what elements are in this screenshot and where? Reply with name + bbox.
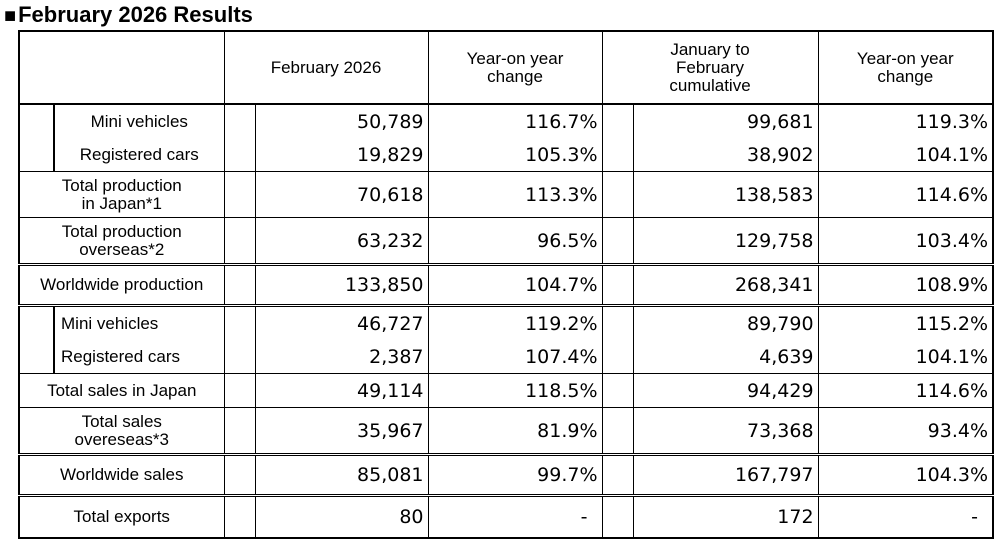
header-empty-cell: [19, 31, 224, 104]
cell-yoy: 118.5%: [428, 374, 602, 408]
row-label: Total sales overeseas*3: [19, 408, 224, 455]
header-row: [19, 31, 993, 104]
group-indent-production: [19, 104, 54, 172]
cell-yoy: 99.7%: [428, 455, 602, 496]
row-label: Total sales in Japan: [19, 374, 224, 408]
cell-cumulative: 172: [633, 496, 818, 539]
cell-month: 2,387: [255, 340, 428, 374]
cell-yoy: 105.3%: [428, 138, 602, 172]
table-row-sales-overseas: [19, 408, 993, 455]
cell-cumulative: 268,341: [633, 265, 818, 306]
row-label: Mini vehicles: [90, 111, 188, 131]
row-label: Total production in Japan*1: [19, 172, 224, 218]
table-row-prod-overseas: [19, 218, 993, 265]
cell-yoy: 81.9%: [428, 408, 602, 455]
cell-cumulative-yoy: 115.2%: [818, 306, 993, 341]
cell-cumulative: 94,429: [633, 374, 818, 408]
table-row-prod-worldwide: [19, 265, 993, 306]
cell-yoy: 116.7%: [428, 104, 602, 138]
title-square-marker: ■: [4, 5, 17, 27]
cell-month: 70,618: [255, 172, 428, 218]
header-february-2026: February 2026: [224, 31, 428, 104]
header-yoy: Year-on year change: [428, 31, 602, 104]
cell-yoy: 119.2%: [428, 306, 602, 341]
cell-cumulative: 138,583: [633, 172, 818, 218]
row-label: Total exports: [19, 496, 224, 539]
cell-yoy: 104.7%: [428, 265, 602, 306]
header-cumulative: January to February cumulative: [602, 31, 818, 104]
cell-month: 63,232: [255, 218, 428, 265]
cell-month: 19,829: [255, 138, 428, 172]
cell-month: 80: [255, 496, 428, 539]
page-title: [4, 2, 253, 28]
cell-month: 35,967: [255, 408, 428, 455]
cell-cumulative: 89,790: [633, 306, 818, 341]
cell-cumulative-yoy: 104.1%: [818, 340, 993, 374]
table-row-prod-japan: [19, 172, 993, 218]
cell-cumulative-yoy: 104.1%: [818, 138, 993, 172]
table-row-sales-registered: [19, 340, 993, 374]
cell-cumulative-yoy: 119.3%: [818, 104, 993, 138]
results-table: [18, 30, 994, 539]
cell-cumulative-yoy: -: [818, 496, 993, 539]
cell-cumulative-yoy: 93.4%: [818, 408, 993, 455]
cell-cumulative: 99,681: [633, 104, 818, 138]
table-row-sales-mini: [19, 306, 993, 341]
table-row-prod-mini: [19, 104, 993, 138]
cell-month: 133,850: [255, 265, 428, 306]
table-row-sales-japan: [19, 374, 993, 408]
cell-cumulative: 4,639: [633, 340, 818, 374]
cell-cumulative-yoy: 103.4%: [818, 218, 993, 265]
row-label: Mini vehicles: [61, 313, 159, 333]
cell-month: 85,081: [255, 455, 428, 496]
group-indent-sales: [19, 306, 54, 374]
cell-cumulative-yoy: 114.6%: [818, 172, 993, 218]
cell-yoy: -: [428, 496, 602, 539]
cell-cumulative: 38,902: [633, 138, 818, 172]
cell-yoy: 107.4%: [428, 340, 602, 374]
table-row-exports: [19, 496, 993, 539]
cell-yoy: 96.5%: [428, 218, 602, 265]
row-label: Registered cars: [54, 138, 224, 172]
table-row-sales-worldwide: [19, 455, 993, 496]
table-row-prod-registered: [19, 138, 993, 172]
cell-cumulative: 167,797: [633, 455, 818, 496]
title-text: February 2026 Results: [18, 2, 253, 27]
cell-yoy: 113.3%: [428, 172, 602, 218]
cell-cumulative-yoy: 114.6%: [818, 374, 993, 408]
cell-month: 49,114: [255, 374, 428, 408]
row-label: Worldwide production: [19, 265, 224, 306]
row-label: Worldwide sales: [19, 455, 224, 496]
cell-cumulative: 129,758: [633, 218, 818, 265]
cell-month: 50,789: [255, 104, 428, 138]
cell-cumulative-yoy: 104.3%: [818, 455, 993, 496]
row-label: Total production overseas*2: [19, 218, 224, 265]
cell-cumulative-yoy: 108.9%: [818, 265, 993, 306]
header-cumulative-yoy: Year-on year change: [818, 31, 993, 104]
cell-month: 46,727: [255, 306, 428, 341]
cell-cumulative: 73,368: [633, 408, 818, 455]
row-label: Registered cars: [54, 340, 224, 374]
